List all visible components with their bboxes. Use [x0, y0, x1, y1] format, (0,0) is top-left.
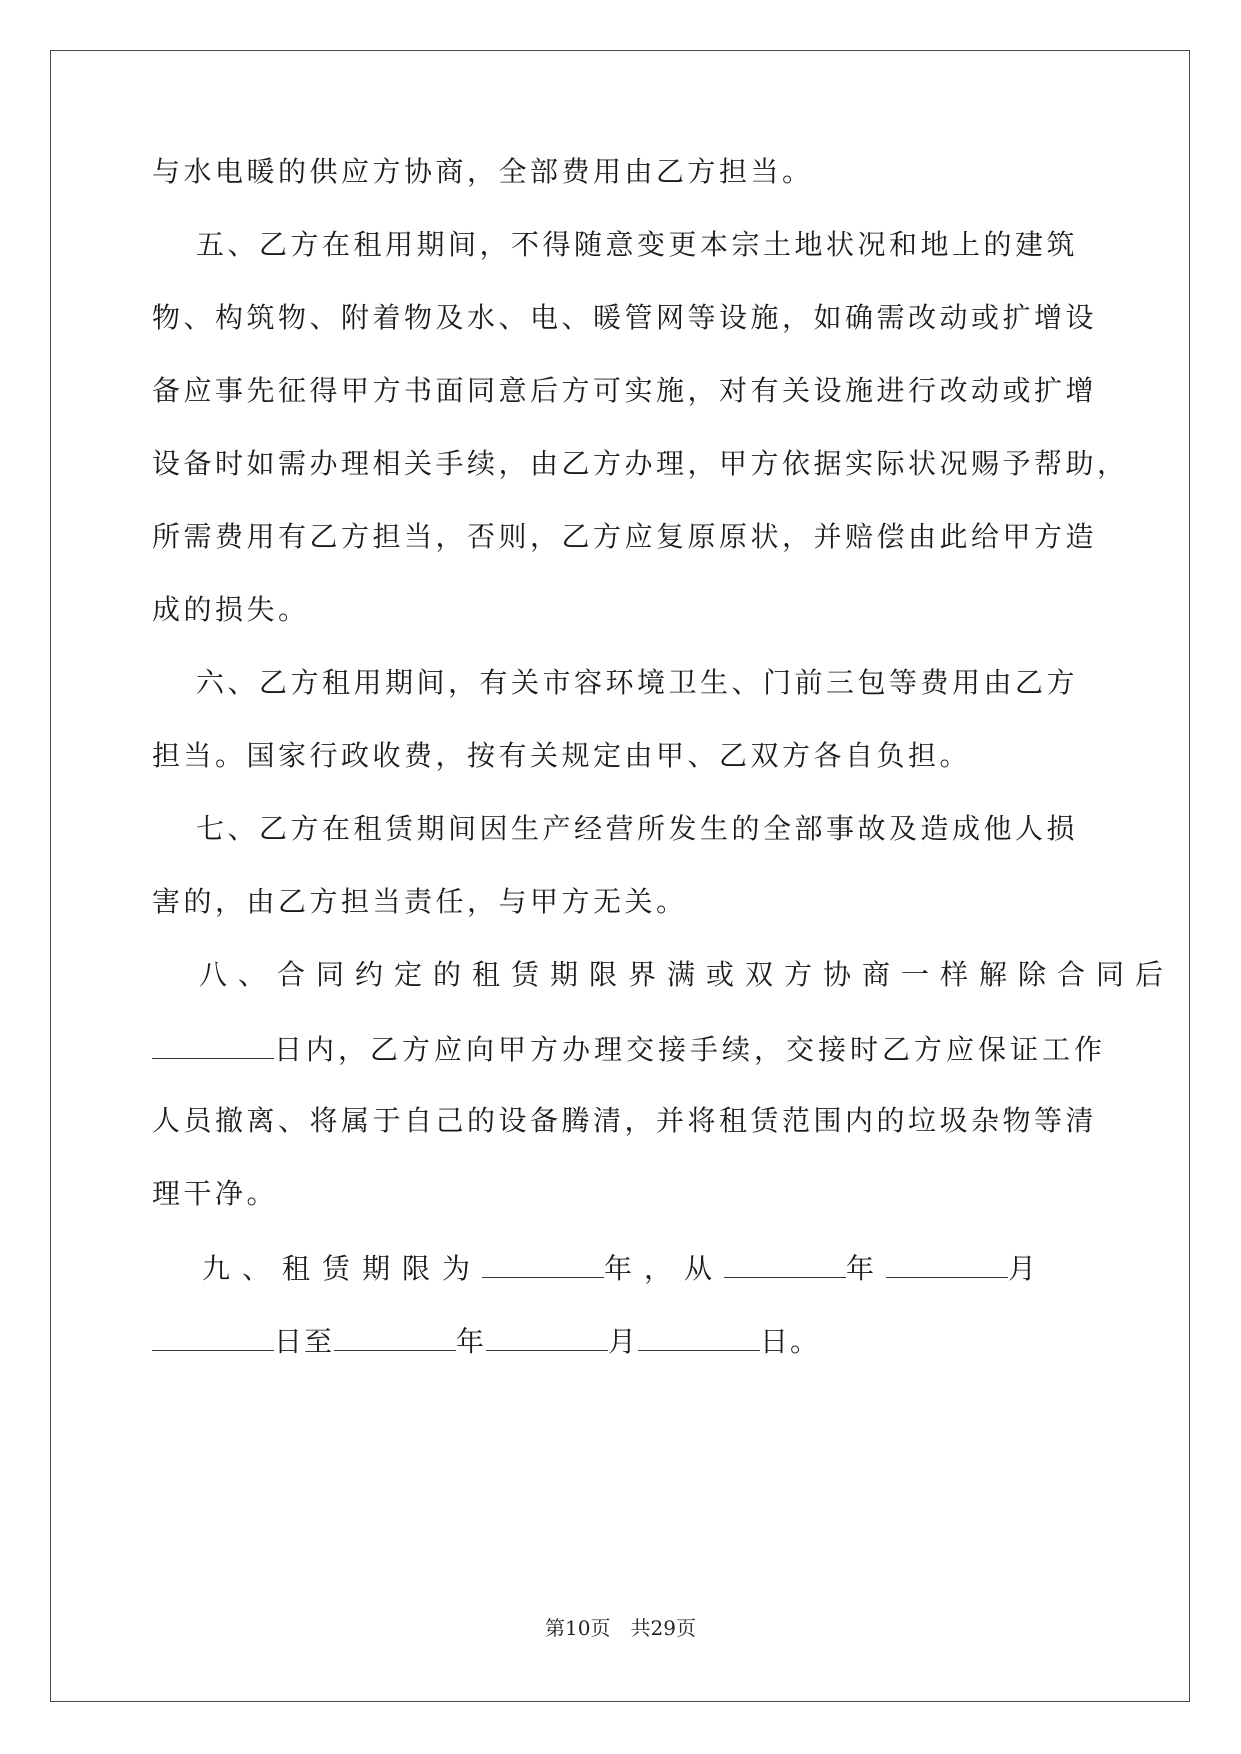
clause-9-line-2: [152, 1320, 820, 1362]
text-line: 设备时如需办理相关手续，由乙方办理，甲方依据实际状况赐予帮助，: [152, 447, 1129, 480]
fill-blank: [482, 1247, 604, 1278]
text-segment: 日内，乙方应向甲方办理交接手续，交接时乙方应保证工作: [274, 1033, 1107, 1066]
text-segment: 日。: [760, 1325, 821, 1358]
text-line: 理干净。: [152, 1177, 279, 1210]
fill-blank: [152, 1320, 274, 1351]
fill-blank: [886, 1247, 1008, 1278]
clause-9-line-1: [202, 1247, 1048, 1289]
text-line: 与水电暖的供应方协商，全部费用由乙方担当。: [152, 155, 814, 188]
fill-blank: [638, 1320, 760, 1351]
clause-5-line: 五、乙方在租用期间，不得随意变更本宗土地状况和地上的建筑: [196, 228, 1079, 261]
text-segment: 年: [456, 1325, 487, 1358]
text-line: 物、构筑物、附着物及水、电、暖管网等设施，如确需改动或扩增设: [152, 301, 1098, 334]
text-line: 成的损失。: [152, 593, 310, 626]
fill-blank: [486, 1320, 608, 1351]
text-line: 备应事先征得甲方书面同意后方可实施，对有关设施进行改动或扩增: [152, 374, 1098, 407]
text-line: 害的，由乙方担当责任，与甲方无关。: [152, 885, 688, 918]
fill-blank: [152, 1028, 274, 1059]
text-segment: 月: [608, 1325, 639, 1358]
text-segment: 日至: [274, 1325, 335, 1358]
fill-blank: [724, 1247, 846, 1278]
fill-blank: [334, 1320, 456, 1351]
text-segment: 月: [1008, 1252, 1049, 1285]
text-line: 所需费用有乙方担当，否则，乙方应复原原状，并赔偿由此给甲方造: [152, 520, 1098, 553]
clause-7-line: 七、乙方在租赁期间因生产经营所发生的全部事故及造成他人损: [196, 812, 1079, 845]
text-line: 人员撤离、将属于自己的设备腾清，并将租赁范围内的垃圾杂物等清: [152, 1104, 1098, 1137]
clause-6-line: 六、乙方租用期间，有关市容环境卫生、门前三包等费用由乙方: [196, 666, 1079, 699]
text-line: 担当。国家行政收费，按有关规定由甲、乙双方各自负担。: [152, 739, 972, 772]
text-segment: 九、租赁期限为: [202, 1252, 483, 1285]
clause-8-blank-line: [152, 1028, 1106, 1070]
text-segment: 年: [846, 1252, 887, 1285]
page-number-footer: 第10页 共29页: [545, 1616, 696, 1640]
clause-8-line: 八、合同约定的租赁期限界满或双方协商一样解除合同后: [199, 958, 1175, 991]
text-segment: 年，从: [604, 1252, 725, 1285]
